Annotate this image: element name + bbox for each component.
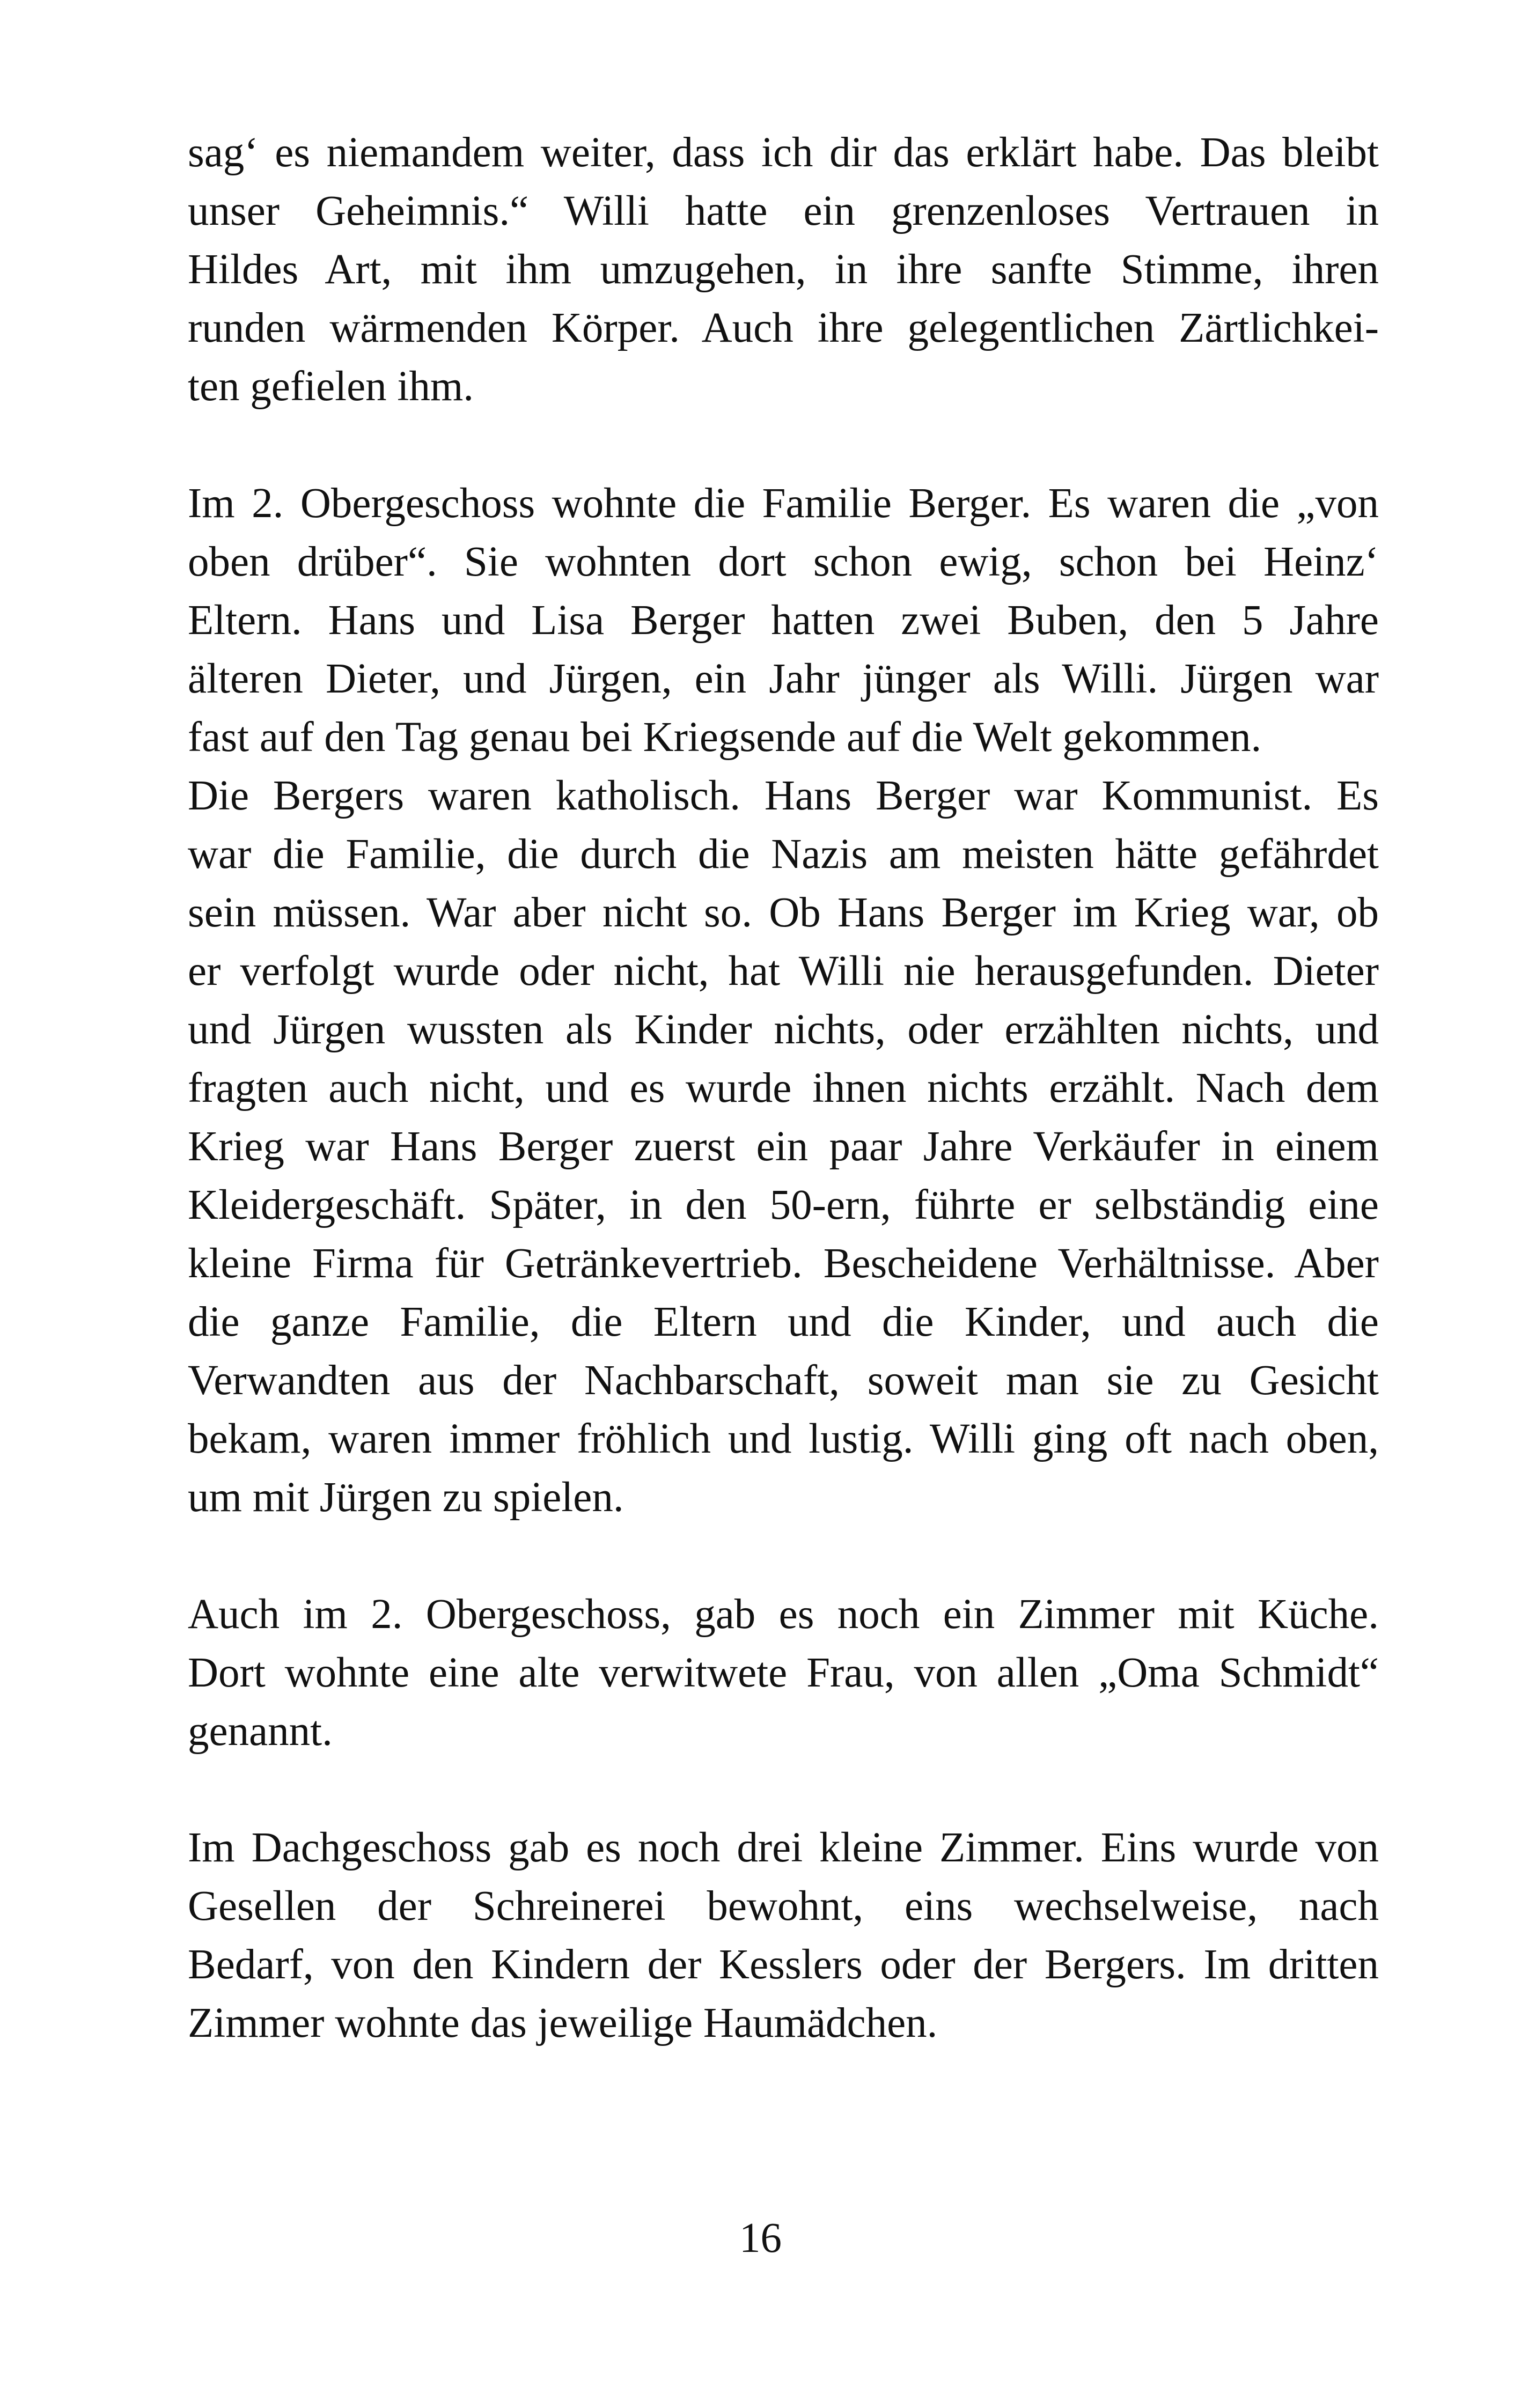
text-line: Verwandten aus der Nachbarschaft, soweit man sie zu Gesicht bbox=[188, 1357, 1379, 1404]
text-line: um mit Jürgen zu spielen. bbox=[188, 1474, 624, 1521]
paragraph-familie-berger bbox=[188, 474, 1379, 767]
text-line: war die Familie, die durch die Nazis am meisten hätte gefährdet bbox=[188, 831, 1379, 878]
text-line: kleine Firma für Getränkevertrieb. Bescheidene Verhältnisse. Aber bbox=[188, 1240, 1379, 1287]
text-line: sag‘ es niemandem weiter, dass ich dir das erklärt habe. Das bleibt bbox=[188, 129, 1379, 176]
text-line: Hildes Art, mit ihm umzugehen, in ihre sanfte Stimme, ihren bbox=[188, 246, 1379, 293]
text-line: Bedarf, von den Kindern der Kesslers oder der Bergers. Im dritten bbox=[188, 1941, 1379, 1988]
page-number: 16 bbox=[739, 2215, 782, 2262]
paragraph-dachgeschoss bbox=[188, 1818, 1379, 2052]
text-line: ten gefielen ihm. bbox=[188, 363, 474, 410]
text-line: älteren Dieter, und Jürgen, ein Jahr jünger als Willi. Jürgen war bbox=[188, 656, 1379, 702]
paragraph-oma-schmidt bbox=[188, 1585, 1379, 1761]
text-line: unser Geheimnis.“ Willi hatte ein grenzenloses Vertrauen in bbox=[188, 188, 1379, 234]
text-line: sein müssen. War aber nicht so. Ob Hans Berger im Krieg war, ob bbox=[188, 889, 1379, 936]
text-line: die ganze Familie, die Eltern und die Kinder, und auch die bbox=[188, 1299, 1379, 1345]
text-line: Auch im 2. Obergeschoss, gab es noch ein Zimmer mit Küche. bbox=[188, 1591, 1379, 1638]
text-line: fast auf den Tag genau bei Kriegsende auf die Welt gekommen. bbox=[188, 714, 1262, 761]
text-line: Dort wohnte eine alte verwitwete Frau, von allen „Oma Schmidt“ bbox=[188, 1649, 1379, 1696]
text-line: Eltern. Hans und Lisa Berger hatten zwei Buben, den 5 Jahre bbox=[188, 597, 1379, 644]
text-line: runden wärmenden Körper. Auch ihre gelegentlichen Zärtlichkei- bbox=[188, 305, 1379, 351]
text-line: fragten auch nicht, und es wurde ihnen nichts erzählt. Nach dem bbox=[188, 1065, 1379, 1111]
text-line: oben drüber“. Sie wohnten dort schon ewig, schon bei Heinz‘ bbox=[188, 539, 1379, 585]
text-line: Gesellen der Schreinerei bewohnt, eins wechselweise, nach bbox=[188, 1883, 1379, 1930]
text-line: Zimmer wohnte das jeweilige Haumädchen. bbox=[188, 2000, 938, 2046]
text-line: Im 2. Obergeschoss wohnte die Familie Berger. Es waren die „von bbox=[188, 480, 1379, 527]
paragraph-bergers-katholisch bbox=[188, 767, 1379, 1527]
text-line: Im Dachgeschoss gab es noch drei kleine Zimmer. Eins wurde von bbox=[188, 1824, 1379, 1871]
text-line: genannt. bbox=[188, 1708, 333, 1755]
text-line: Kleidergeschäft. Später, in den 50-ern, führte er selbständig eine bbox=[188, 1182, 1379, 1228]
text-line: und Jürgen wussten als Kinder nichts, oder erzählten nichts, und bbox=[188, 1006, 1379, 1053]
text-line: Die Bergers waren katholisch. Hans Berger war Kommunist. Es bbox=[188, 772, 1379, 819]
text-line: Krieg war Hans Berger zuerst ein paar Jahre Verkäufer in einem bbox=[188, 1123, 1379, 1170]
text-line: er verfolgt wurde oder nicht, hat Willi nie herausgefunden. Dieter bbox=[188, 948, 1379, 995]
text-line: bekam, waren immer fröhlich und lustig. Willi ging oft nach oben, bbox=[188, 1416, 1379, 1462]
paragraph-hilde bbox=[188, 123, 1379, 416]
